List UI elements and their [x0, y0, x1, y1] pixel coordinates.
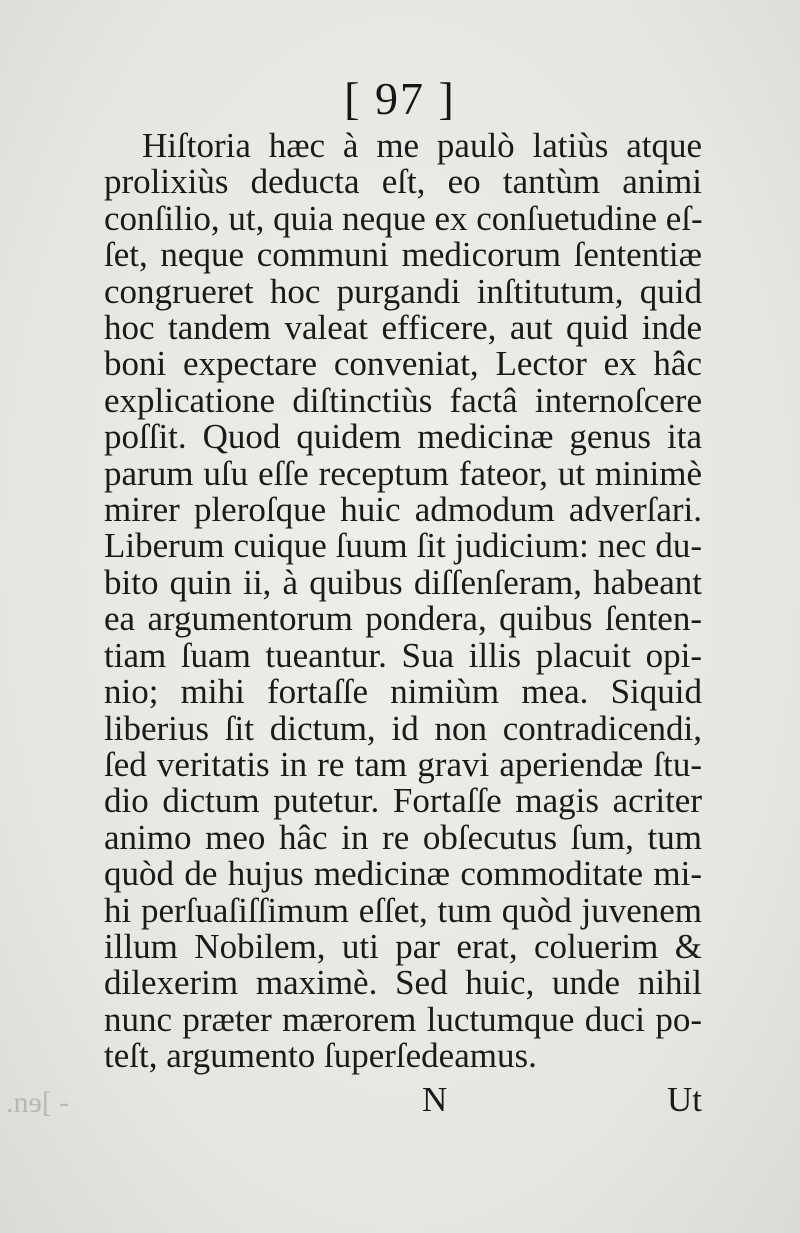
- page-number: [ 97 ]: [344, 73, 456, 124]
- text-line-9: poſſit. Quod quidem medicinæ genus ita: [104, 417, 702, 457]
- text-line-3: conſilio, ut, quia neque ex conſuetudine eſ-: [104, 198, 703, 238]
- text-line-19: dio dictum putetur. Fortaſſe magis acriter: [104, 781, 702, 821]
- text-line-25: nunc præter mærorem luctumque duci po-: [104, 999, 702, 1039]
- text-line-14: ea argumentorum pondera, quibus ſenten-: [104, 599, 702, 639]
- text-line-1: Hiſtoria hæc à me paulò latiùs atque: [142, 126, 702, 165]
- text-line-24: dilexerim maximè. Sed huic, unde nihil: [104, 963, 702, 1003]
- text-line-18: ſed veritatis in re tam gravi aperiendæ ſtu-: [104, 744, 702, 784]
- text-line-17: liberius ſit dictum, id non contradicendi,: [104, 708, 702, 748]
- text-line-12: Liberum cuique ſuum ſit judicium: nec du-: [104, 526, 702, 566]
- text-line-20: animo meo hâc in re obſecutus ſum, tum: [104, 817, 702, 857]
- text-line-2: prolixiùs deducta eſt, eo tantùm animi: [104, 162, 702, 202]
- catchword: Ut: [667, 1080, 702, 1119]
- signature-mark: N: [422, 1080, 448, 1119]
- text-line-23: illum Nobilem, uti par erat, coluerim &: [104, 926, 702, 966]
- text-line-7: boni expectare conveniat, Lector ex hâc: [104, 344, 702, 384]
- text-line-15: tiam ſuam tueantur. Sua illis placuit opi-: [104, 635, 702, 675]
- text-line-6: hoc tandem valeat efficere, aut quid inde: [104, 308, 702, 348]
- text-line-10: parum uſu eſſe receptum fateor, ut minimè: [104, 453, 702, 493]
- text-line-11: mirer pleroſque huic admodum adverſari.: [104, 490, 702, 530]
- text-line-26: teſt, argumento ſuperſedeamus.: [104, 1036, 537, 1076]
- text-line-16: nio; mihi fortaſſe nimiùm mea. Siquid: [104, 672, 702, 712]
- text-line-22: hi perſuaſiſſimum eſſet, tum quòd juvenem: [104, 890, 702, 930]
- body-text: [104, 128, 702, 1075]
- page-footer: [104, 1080, 702, 1126]
- text-line-4: ſet, neque communi medicorum ſententiæ: [104, 235, 702, 275]
- text-line-8: explicatione diſtinctiùs factâ internoſcere: [104, 380, 702, 420]
- text-line-5: congrueret hoc purgandi inſtitutum, quid: [104, 271, 702, 311]
- text-line-21: quòd de hujus medicinæ commoditate mi-: [104, 854, 702, 894]
- text-line-13: bito quin ii, à quibus diſſenſeram, habeant: [104, 562, 702, 602]
- bleed-through-text: .nɘ[ -: [6, 1086, 70, 1119]
